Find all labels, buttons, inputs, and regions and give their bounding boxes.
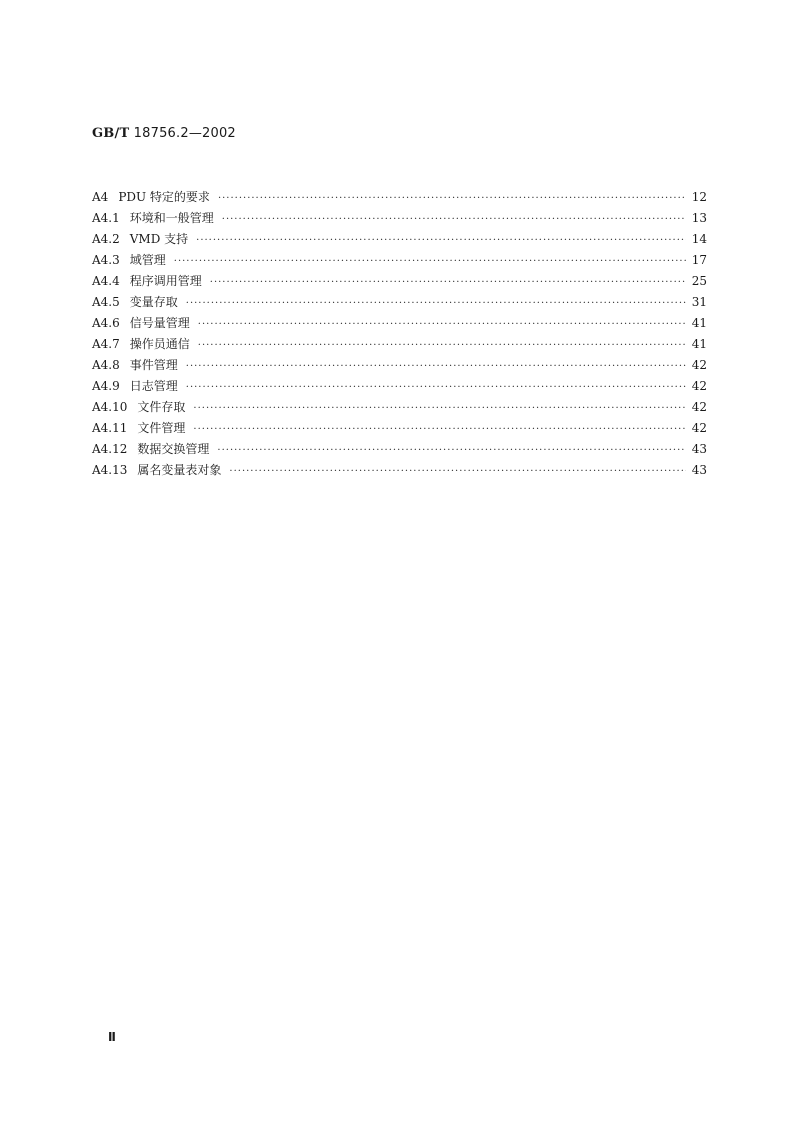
- toc-leader-dots: [218, 193, 686, 204]
- toc-entry[interactable]: [92, 188, 707, 209]
- toc-page-number: 41: [691, 316, 707, 330]
- toc-leader-dots: [196, 235, 686, 246]
- toc-leader-dots: [198, 340, 686, 351]
- toc-section-number: A4.8: [92, 358, 120, 372]
- toc-entry[interactable]: [92, 419, 707, 440]
- toc-section-title: 文件存取: [137, 400, 186, 414]
- toc-section-title: 信号量管理: [129, 316, 190, 330]
- standard-code: GB/T: [92, 126, 130, 141]
- toc-section-number: A4.1: [92, 211, 120, 225]
- toc-section-number: A4.12: [92, 442, 128, 456]
- toc-entry[interactable]: [92, 377, 707, 398]
- toc-page-number: 42: [691, 379, 707, 393]
- toc-section-number: A4.6: [92, 316, 120, 330]
- toc-page-number: 14: [691, 232, 707, 246]
- toc-section-number: A4.9: [92, 379, 120, 393]
- toc-section-title: 数据交换管理: [137, 442, 210, 456]
- toc-leader-dots: [193, 403, 685, 414]
- toc-entry[interactable]: [92, 461, 707, 482]
- toc-entry[interactable]: [92, 251, 707, 272]
- toc-section-title: 变量存取: [129, 295, 178, 309]
- toc-entry[interactable]: [92, 293, 707, 314]
- toc-entry[interactable]: [92, 272, 707, 293]
- toc-section-number: A4: [92, 190, 109, 204]
- toc-leader-dots: [210, 277, 686, 288]
- toc-leader-dots: [174, 256, 686, 267]
- toc-section-title: 环境和一般管理: [129, 211, 214, 225]
- table-of-contents: [92, 188, 707, 482]
- toc-page-number: 43: [691, 463, 707, 477]
- toc-page-number: 25: [691, 274, 707, 288]
- toc-leader-dots: [186, 382, 686, 393]
- toc-entry[interactable]: [92, 356, 707, 377]
- toc-section-number: A4.11: [92, 421, 128, 435]
- toc-section-title: 程序调用管理: [129, 274, 202, 288]
- toc-section-title: 文件管理: [137, 421, 186, 435]
- toc-section-number: A4.4: [92, 274, 120, 288]
- toc-section-title: 域管理: [129, 253, 166, 267]
- toc-section-number: A4.13: [92, 463, 128, 477]
- toc-section-number: A4.2: [92, 232, 120, 246]
- toc-entry[interactable]: [92, 335, 707, 356]
- toc-leader-dots: [222, 214, 686, 225]
- toc-section-title: 事件管理: [129, 358, 178, 372]
- toc-section-number: A4.7: [92, 337, 120, 351]
- toc-leader-dots: [193, 424, 685, 435]
- toc-entry[interactable]: [92, 314, 707, 335]
- toc-section-title: 属名变量表对象: [137, 463, 222, 477]
- toc-page-number: 43: [691, 442, 707, 456]
- toc-page-number: 42: [691, 400, 707, 414]
- toc-entry[interactable]: [92, 440, 707, 461]
- toc-leader-dots: [186, 298, 686, 309]
- toc-page-number: 31: [691, 295, 707, 309]
- standard-number: 18756.2—2002: [133, 126, 236, 141]
- toc-page-number: 17: [691, 253, 707, 267]
- toc-leader-dots: [186, 361, 686, 372]
- toc-section-title: 日志管理: [129, 379, 178, 393]
- toc-page-number: 42: [691, 358, 707, 372]
- toc-section-number: A4.5: [92, 295, 120, 309]
- toc-entry[interactable]: [92, 398, 707, 419]
- toc-page-number: 42: [691, 421, 707, 435]
- toc-section-title: PDU 特定的要求: [118, 190, 210, 204]
- toc-page-number: 13: [691, 211, 707, 225]
- page-number-roman: Ⅱ: [108, 1030, 116, 1044]
- toc-page-number: 12: [691, 190, 707, 204]
- toc-section-title: 操作员通信: [129, 337, 190, 351]
- toc-entry[interactable]: [92, 230, 707, 251]
- toc-page-number: 41: [691, 337, 707, 351]
- toc-leader-dots: [198, 319, 686, 330]
- toc-leader-dots: [229, 466, 685, 477]
- document-header: [92, 126, 236, 141]
- toc-section-title: VMD 支持: [129, 232, 189, 246]
- toc-leader-dots: [217, 445, 685, 456]
- toc-section-number: A4.10: [92, 400, 128, 414]
- toc-entry[interactable]: [92, 209, 707, 230]
- toc-section-number: A4.3: [92, 253, 120, 267]
